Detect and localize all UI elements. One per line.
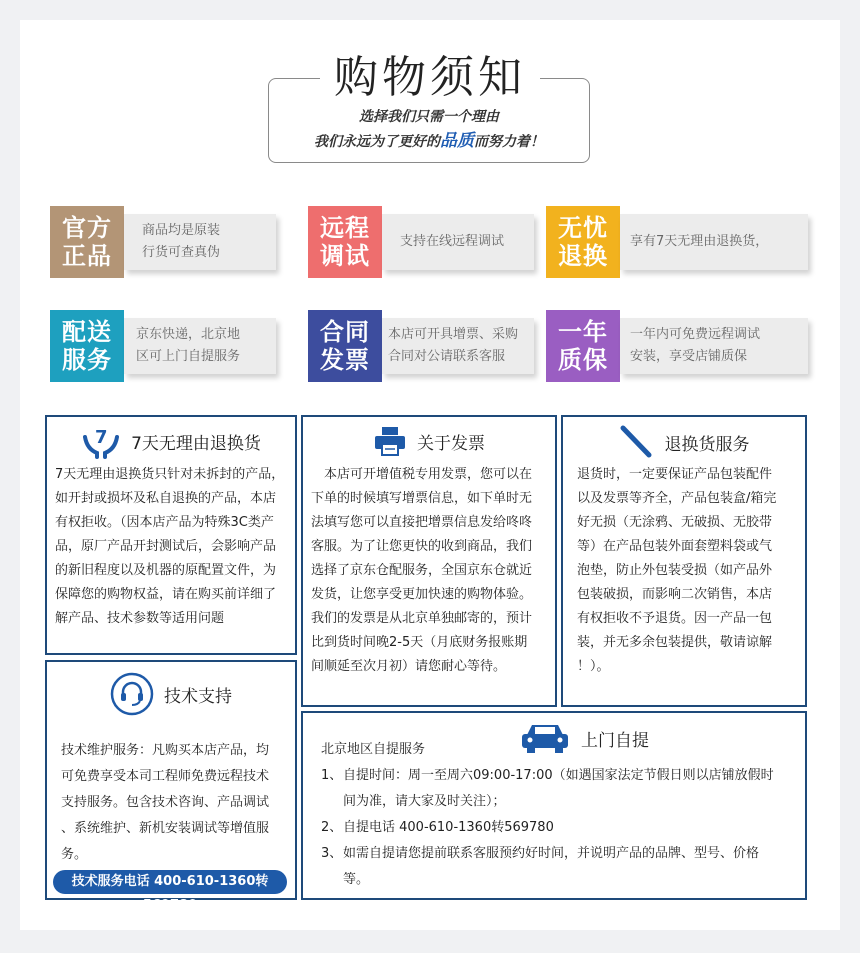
feature-desc: 京东快递，北京地 区可上门自提服务 bbox=[124, 318, 276, 374]
slogan-suffix: 而努力着！ bbox=[474, 134, 544, 150]
tech-support-text: 技术维护服务：凡购买本店产品，均 可免费享受本司工程师免费远程技术 支持服务。包含技术咨询、产品调试 、系统维护、新机安装调试等增值服 务。 bbox=[61, 743, 270, 862]
pickup-title: 上门自提 bbox=[581, 730, 649, 751]
header-slogan bbox=[268, 126, 590, 151]
exchange-service-box bbox=[561, 415, 807, 707]
seven-day-hands-icon bbox=[81, 423, 121, 459]
return-policy-text: 7天无理由退换货只针对未拆封的产品， 如开封或损坏及私自退换的产品，本店 有权拒收。（因本店产品为特殊3C类产 品，原厂产品开封测试后，会影响产品 的新旧程度以及机器的原配置文件，为 保障您的购物权益，请在购买前详细了 解产品、技术参数等适用问题 bbox=[55, 467, 285, 626]
feature-badge: 一年 质保 bbox=[546, 310, 620, 382]
feature-badge: 合同 发票 bbox=[308, 310, 382, 382]
pen-icon bbox=[619, 425, 655, 459]
exchange-title: 退换货服务 bbox=[664, 434, 750, 455]
invoice-title: 关于发票 bbox=[417, 433, 485, 454]
header-subtitle: 选择我们只需一个理由 bbox=[359, 109, 499, 125]
return-policy-box bbox=[45, 415, 297, 655]
self-pickup-box bbox=[301, 711, 807, 900]
tech-support-phone: 技术服务电话 400-610-1360转569780 bbox=[53, 870, 287, 894]
tech-support-title: 技术支持 bbox=[164, 686, 232, 707]
page-title: 购物须知 bbox=[320, 48, 540, 108]
svg-text:7: 7 bbox=[95, 427, 108, 448]
list-item: 3、 如需自提请您提前联系客服预约好时间，并说明产品的品牌、型号、价格 等。 bbox=[321, 846, 760, 887]
list-item: 2、 自提电话 400-610-1360转569780 bbox=[321, 820, 554, 835]
tech-support-box bbox=[45, 660, 297, 913]
feature-badge: 官方 正品 bbox=[50, 206, 124, 278]
feature-desc: 一年内可免费远程调试 安装，享受店铺质保 bbox=[620, 318, 808, 374]
feature-badge: 配送 服务 bbox=[50, 310, 124, 382]
feature-desc: 本店可开具增票、采购 合同对公请联系客服 bbox=[382, 318, 534, 374]
feature-desc: 享有7天无理由退换货， bbox=[620, 214, 808, 270]
feature-badge: 无忧 退换 bbox=[546, 206, 620, 278]
feature-desc: 商品均是原装 行货可查真伪 bbox=[124, 214, 276, 270]
exchange-header bbox=[563, 425, 805, 459]
pickup-text bbox=[321, 737, 801, 893]
printer-icon bbox=[373, 425, 407, 457]
return-policy-header bbox=[47, 423, 295, 459]
pickup-intro: 北京地区自提服务 bbox=[321, 742, 426, 757]
invoice-header bbox=[303, 425, 555, 457]
shopping-notice-page bbox=[20, 20, 840, 930]
invoice-box bbox=[301, 415, 557, 707]
feature-desc: 支持在线远程调试 bbox=[382, 214, 534, 270]
slogan-highlight: 品质 bbox=[440, 131, 474, 151]
invoice-text: 本店可开增值税专用发票，您可以在 下单的时候填写增票信息，如下单时无 法填写您可以直接把增票信息发给咚咚 客服。为了让您更快的收到商品，我们 选择了京东仓配服务，全国京东仓就近 发货，让您享受更加快速的购物体验。 我们的发票是从北京单独邮寄的，预计 比到货时间晚2-5天（月底财务报账期 间顺延至次月初）请您耐心等待。 bbox=[311, 467, 533, 674]
exchange-text: 退货时，一定要保证产品包装配件 以及发票等齐全，产品包装盒/箱完 好无损（无涂鸦、无破损、无胶带 等）在产品包装外面套塑料袋或气 泡垫，防止外包装受损（如产品外 包装破损，而影响二次销售，本店 有权拒收不予退货。因一产品一包 装，并无多余包装提供，敬请谅解 ！）。 bbox=[577, 467, 777, 674]
tech-support-header bbox=[47, 672, 295, 716]
feature-badge: 远程 调试 bbox=[308, 206, 382, 278]
return-policy-title: 7天无理由退换货 bbox=[131, 433, 261, 454]
slogan-prefix: 我们永远为了更好的 bbox=[314, 134, 440, 150]
list-item: 1、 自提时间：周一至周六09:00-17:00（如遇国家法定节假日则以店铺放假时 间为准，请大家及时关注）； bbox=[321, 768, 774, 809]
headset-icon bbox=[110, 672, 154, 716]
